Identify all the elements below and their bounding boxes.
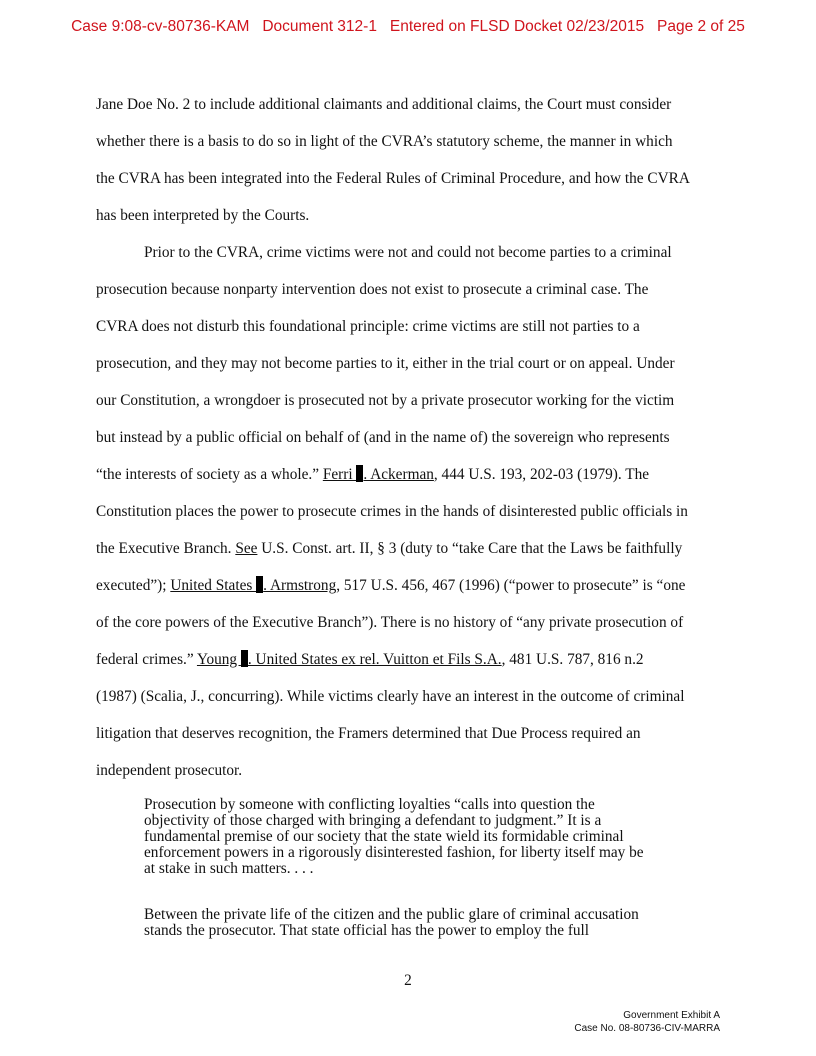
text-line: whether there is a basis to do so in light of the CVRA’s statutory scheme, the manner in which — [96, 133, 673, 150]
text-line: CVRA does not disturb this foundational principle: crime victims are still not parties to a — [96, 318, 640, 335]
text-span: federal crimes.” — [96, 651, 197, 668]
text-span: U.S. Const. art. II, § 3 (duty to “take Care that the Laws be faithfully — [257, 540, 683, 557]
block-quote-line: at stake in such matters. . . . — [144, 860, 314, 877]
block-quote-line: stands the prosecutor. That state official has the power to employ the full — [144, 922, 590, 939]
text-line: but instead by a public official on behalf of (and in the name of) the sovereign who represents — [96, 429, 670, 446]
case-number-label: Case No. 08-80736-CIV-MARRA — [574, 1023, 720, 1034]
text-span: “the interests of society as a whole.” — [96, 466, 323, 483]
citation-part: . Ackerman — [363, 466, 434, 483]
text-span: the Executive Branch. — [96, 540, 236, 557]
block-quote-line: fundamental premise of our society that the state wield its formidable criminal — [144, 828, 624, 845]
case-citation — [197, 651, 502, 668]
block-quote-line: objectivity of those charged with bringing a defendant to judgment.” It is a — [144, 812, 602, 829]
text-line: litigation that deserves recognition, the Framers determined that Due Process required an — [96, 725, 641, 742]
citation-part: . Armstrong — [263, 577, 337, 594]
text-span: , 444 U.S. 193, 202-03 (1979). The — [433, 466, 650, 483]
citation-part: . United States ex rel. Vuitton et Fils S.A. — [247, 651, 502, 668]
block-quote-line: Between the private life of the citizen and the public glare of criminal accusation — [144, 906, 639, 923]
case-citation — [170, 577, 336, 594]
text-line: (1987) (Scalia, J., concurring). While victims clearly have an interest in the outcome of criminal — [96, 688, 685, 705]
signal-see: See — [235, 540, 258, 557]
citation-part: United States — [170, 577, 257, 594]
text-line: the CVRA has been integrated into the Federal Rules of Criminal Procedure, and how the CVRA — [96, 170, 690, 187]
text-line: prosecution, and they may not become parties to it, either in the trial court or on appeal. Under — [96, 355, 675, 372]
citation-part: Ferri — [322, 466, 357, 483]
text-span: executed”); — [96, 577, 171, 594]
text-line: Constitution places the power to prosecute crimes in the hands of disinterested public officials in — [96, 503, 688, 520]
text-line: independent prosecutor. — [96, 762, 243, 779]
text-line — [96, 465, 649, 485]
docket-header: Case 9:08-cv-80736-KAM Document 312-1 Entered on FLSD Docket 02/23/2015 Page 2 of 25 — [71, 18, 745, 35]
citation-part: Young — [196, 651, 241, 668]
text-span: , 481 U.S. 787, 816 n.2 — [501, 651, 644, 668]
block-quote-line: enforcement powers in a rigorously disinterested fashion, for liberty itself may be — [144, 844, 644, 861]
text-span: , 517 U.S. 456, 467 (1996) (“power to prosecute” is “one — [336, 577, 686, 594]
text-line: of the core powers of the Executive Branch”). There is no history of “any private prosecution of — [96, 614, 684, 631]
case-citation — [323, 466, 434, 483]
text-line — [96, 576, 685, 596]
block-quote-line: Prosecution by someone with conflicting loyalties “calls into question the — [144, 796, 595, 813]
text-line — [96, 650, 644, 670]
page-number: 2 — [404, 972, 412, 989]
text-line: our Constitution, a wrongdoer is prosecuted not by a private prosecutor working for the victim — [96, 392, 675, 409]
text-line: prosecution because nonparty intervention does not exist to prosecute a criminal case. The — [96, 281, 649, 298]
text-line: Jane Doe No. 2 to include additional claimants and additional claims, the Court must consider — [96, 96, 672, 113]
text-line: Prior to the CVRA, crime victims were not and could not become parties to a criminal — [144, 244, 672, 261]
exhibit-label: Government Exhibit A — [623, 1010, 720, 1021]
text-line — [96, 539, 682, 559]
redaction-mark — [241, 650, 248, 667]
text-line: has been interpreted by the Courts. — [96, 207, 310, 224]
